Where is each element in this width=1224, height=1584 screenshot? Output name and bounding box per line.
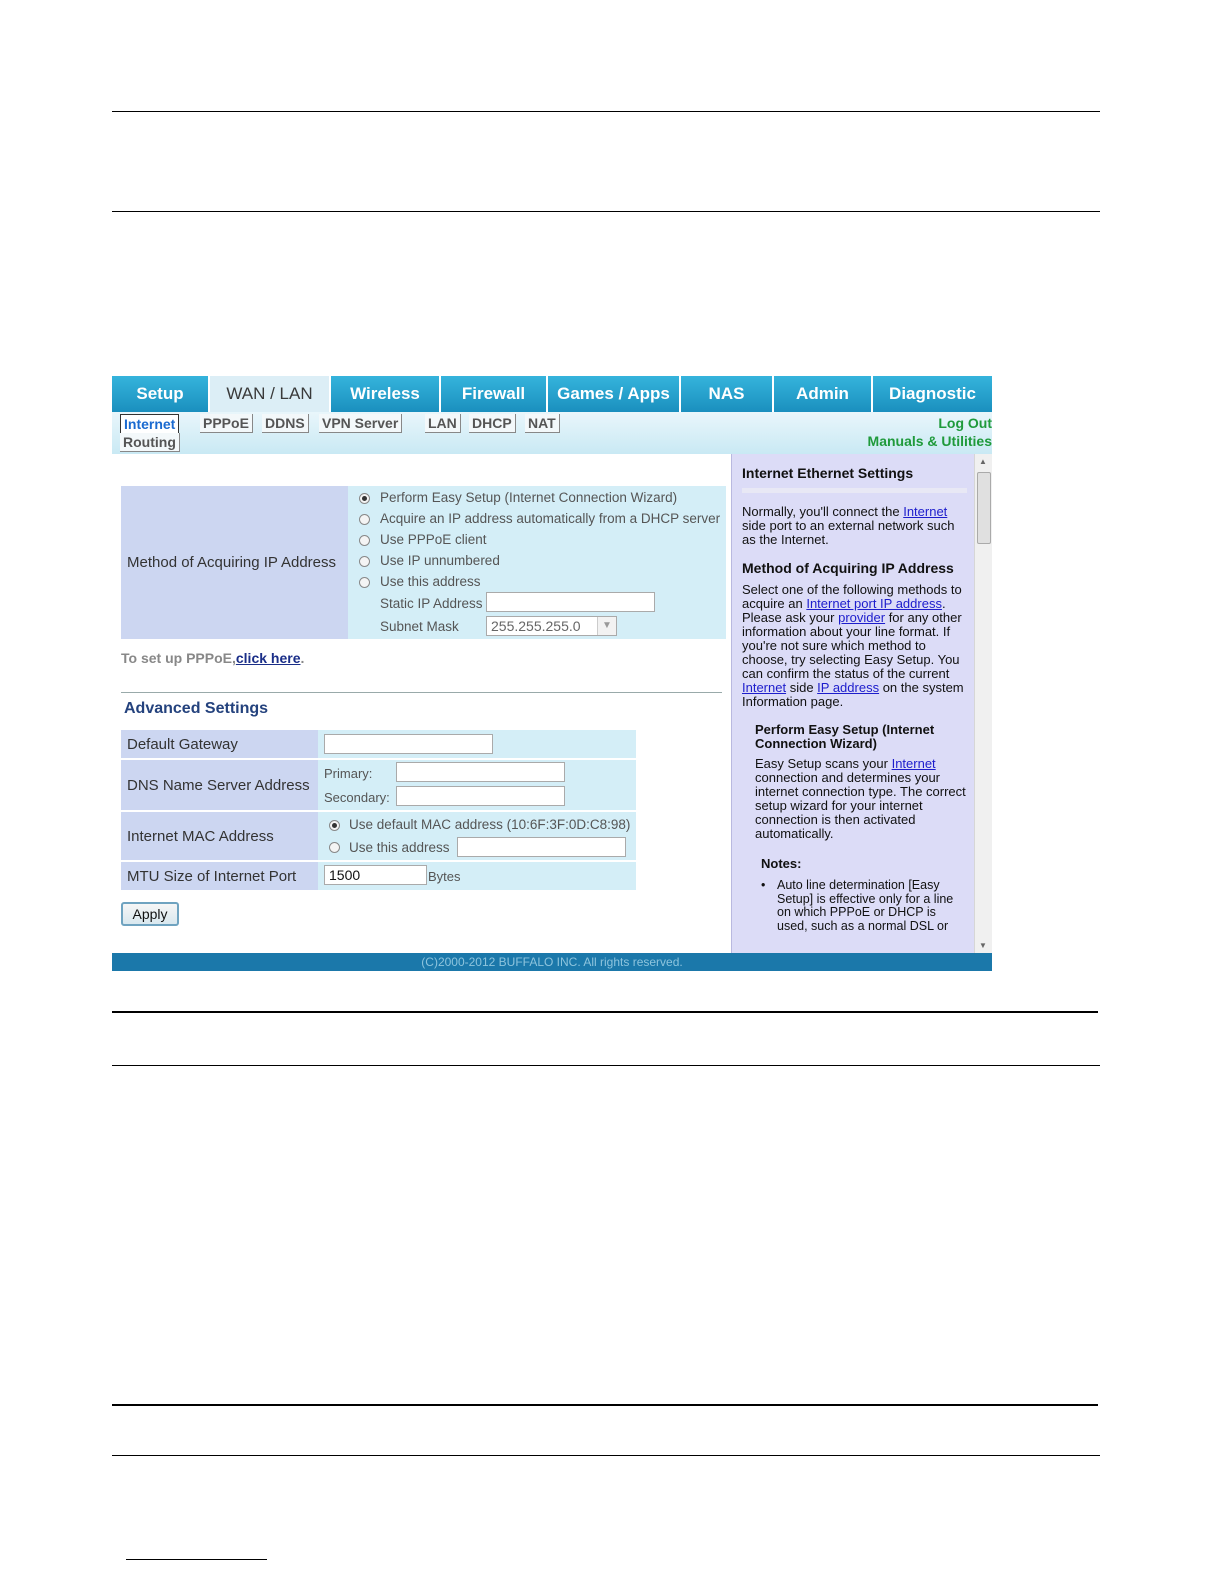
help-text: on the system Information page. bbox=[742, 680, 964, 709]
help-text: Select one of the following methods to acquire an bbox=[742, 582, 962, 611]
help-text: connection and determines your internet connection type. The correct setup wizard for your internet connection is then activated automatically. bbox=[755, 770, 966, 841]
default-gateway-label bbox=[121, 730, 318, 758]
radio-mac-custom[interactable] bbox=[329, 842, 340, 853]
tab-admin[interactable]: Admin bbox=[774, 376, 873, 412]
chevron-down-icon: ▼ bbox=[597, 617, 616, 635]
pppoe-click-here-link[interactable]: click here bbox=[235, 650, 301, 666]
subnet-mask-select[interactable] bbox=[486, 616, 617, 636]
static-ip-input[interactable] bbox=[486, 592, 655, 612]
help-note-item bbox=[755, 879, 967, 933]
tab-wan-lan[interactable]: WAN / LAN bbox=[210, 376, 331, 412]
help-text: side port to an external network such as the Internet. bbox=[742, 518, 955, 547]
main-nav bbox=[112, 376, 992, 412]
help-note-text: Auto line determination [Easy Setup] is effective only for a line on which PPPoE or DHCP is used, such as a normal DSL or bbox=[777, 878, 954, 933]
help-text: Normally, you'll connect the bbox=[742, 504, 904, 519]
help-scrollbar[interactable] bbox=[974, 454, 992, 953]
option-dhcp: Acquire an IP address automatically from a DHCP server bbox=[380, 511, 721, 526]
sub-nav bbox=[112, 412, 992, 454]
radio-use-address[interactable] bbox=[359, 577, 370, 588]
help-heading-easy-setup: Perform Easy Setup (Internet Connection Wizard) bbox=[755, 722, 935, 751]
dns-label bbox=[121, 760, 318, 810]
option-easy-setup: Perform Easy Setup (Internet Connection Wizard) bbox=[380, 490, 678, 505]
help-text: for any other information about your line format. If you're not sure which method to choose, try selecting Easy Setup. You can confirm the status of the current bbox=[742, 610, 962, 681]
subtab-ddns[interactable]: DDNS bbox=[262, 414, 309, 433]
section-rule bbox=[112, 1404, 1098, 1406]
dns-secondary-input[interactable] bbox=[396, 786, 565, 806]
mac-address-input[interactable] bbox=[457, 837, 626, 857]
tab-nas[interactable]: NAS bbox=[681, 376, 774, 412]
scroll-down-icon[interactable]: ▼ bbox=[979, 941, 987, 950]
static-ip-label: Static IP Address bbox=[380, 596, 483, 611]
mtu-unit: Bytes bbox=[428, 869, 461, 884]
mac-cell bbox=[318, 812, 636, 860]
method-label-text: Method of Acquiring IP Address bbox=[127, 554, 337, 571]
help-text: Easy Setup scans your bbox=[755, 756, 892, 771]
subtab-dhcp[interactable]: DHCP bbox=[469, 414, 516, 433]
settings-content bbox=[112, 454, 731, 953]
section-rule bbox=[112, 1065, 1100, 1066]
radio-dhcp[interactable] bbox=[359, 514, 370, 525]
tab-diagnostic[interactable]: Diagnostic bbox=[873, 376, 992, 412]
help-paragraph bbox=[742, 505, 967, 547]
tab-setup[interactable]: Setup bbox=[112, 376, 210, 412]
pppoe-note-text: To set up PPPoE, bbox=[121, 650, 236, 666]
help-link-internet[interactable]: Internet bbox=[742, 680, 787, 695]
footnote-rule bbox=[126, 1559, 267, 1560]
help-link-internet[interactable]: Internet bbox=[903, 504, 948, 519]
help-panel bbox=[731, 454, 992, 953]
scroll-up-icon[interactable]: ▲ bbox=[979, 457, 987, 466]
tab-firewall[interactable]: Firewall bbox=[441, 376, 548, 412]
section-rule bbox=[112, 1455, 1100, 1456]
help-text: side bbox=[786, 680, 818, 695]
dns-primary-input[interactable] bbox=[396, 762, 565, 782]
subtab-internet[interactable]: Internet bbox=[120, 414, 179, 434]
dns-label-text: DNS Name Server Address bbox=[127, 776, 310, 794]
mac-label-text: Internet MAC Address bbox=[127, 827, 274, 845]
subnet-mask-label: Subnet Mask bbox=[380, 619, 459, 634]
default-gateway-input[interactable] bbox=[324, 734, 493, 754]
scroll-thumb[interactable] bbox=[977, 472, 991, 544]
subtab-routing[interactable]: Routing bbox=[120, 433, 180, 452]
method-label bbox=[121, 486, 348, 639]
radio-pppoe[interactable] bbox=[359, 535, 370, 546]
method-options bbox=[348, 486, 726, 639]
mtu-label-text: MTU Size of Internet Port bbox=[127, 867, 297, 885]
option-ip-unnumbered: Use IP unnumbered bbox=[380, 553, 500, 568]
subtab-lan[interactable]: LAN bbox=[425, 414, 461, 433]
bullet-icon: • bbox=[761, 878, 766, 892]
secondary-label: Secondary: bbox=[324, 790, 390, 805]
apply-button[interactable]: Apply bbox=[121, 902, 179, 926]
option-use-address: Use this address bbox=[380, 574, 481, 589]
copyright-footer: (C)2000-2012 BUFFALO INC. All rights reserved. bbox=[112, 953, 992, 971]
default-gateway-cell bbox=[318, 730, 636, 758]
subnet-mask-value: 255.255.255.0 bbox=[491, 618, 581, 634]
help-text: . Please ask your bbox=[742, 596, 946, 625]
help-link-ip-address[interactable]: IP address bbox=[817, 680, 880, 695]
radio-mac-default[interactable] bbox=[329, 820, 340, 831]
logout-link[interactable]: Log Out bbox=[938, 415, 992, 431]
radio-easy-setup[interactable] bbox=[359, 493, 370, 504]
help-link-provider[interactable]: provider bbox=[838, 610, 886, 625]
radio-ip-unnumbered[interactable] bbox=[359, 556, 370, 567]
divider bbox=[121, 692, 722, 693]
mac-default-option: Use default MAC address (10:6F:3F:0D:C8:98) bbox=[349, 817, 631, 832]
mtu-input[interactable]: 1500 bbox=[324, 865, 427, 885]
primary-label: Primary: bbox=[324, 766, 373, 781]
default-gateway-label-text: Default Gateway bbox=[127, 735, 238, 753]
help-divider bbox=[742, 488, 967, 493]
header-rule-top bbox=[112, 111, 1100, 112]
mtu-cell bbox=[318, 862, 636, 890]
pppoe-note bbox=[121, 650, 304, 666]
advanced-settings-title: Advanced Settings bbox=[124, 700, 269, 717]
subtab-nat[interactable]: NAT bbox=[525, 414, 560, 433]
router-settings-screenshot bbox=[112, 376, 992, 971]
subtab-pppoe[interactable]: PPPoE bbox=[200, 414, 253, 433]
manuals-link[interactable]: Manuals & Utilities bbox=[867, 433, 992, 449]
tab-games-apps[interactable]: Games / Apps bbox=[548, 376, 681, 412]
dns-cell bbox=[318, 760, 636, 810]
mac-label bbox=[121, 812, 318, 860]
pppoe-note-suffix: . bbox=[300, 650, 305, 666]
help-heading-method: Method of Acquiring IP Address bbox=[742, 560, 954, 576]
help-paragraph bbox=[755, 757, 967, 841]
help-link-internet[interactable]: Internet bbox=[891, 756, 936, 771]
option-pppoe: Use PPPoE client bbox=[380, 532, 487, 547]
header-rule-bottom bbox=[112, 211, 1100, 212]
help-link-internet-port-ip[interactable]: Internet port IP address bbox=[806, 596, 942, 611]
help-paragraph bbox=[742, 583, 967, 709]
section-rule bbox=[112, 1011, 1098, 1013]
help-title: Internet Ethernet Settings bbox=[742, 465, 914, 481]
tab-wireless[interactable]: Wireless bbox=[331, 376, 441, 412]
subtab-vpn-server[interactable]: VPN Server bbox=[319, 414, 402, 433]
help-notes-title: Notes: bbox=[761, 856, 802, 871]
mtu-label bbox=[121, 862, 318, 890]
mac-custom-option: Use this address bbox=[349, 840, 450, 855]
